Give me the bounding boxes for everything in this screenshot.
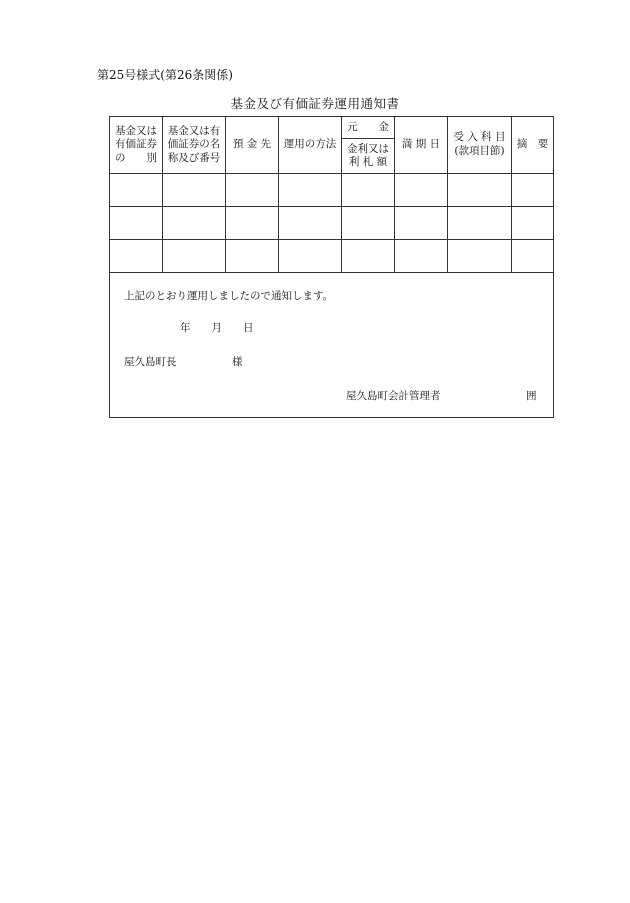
header-interest-line: 金利又は (347, 142, 389, 155)
header-maturity: 満 期 日 (395, 117, 448, 174)
sender: 屋久島町会計管理者 (346, 390, 441, 402)
table-cell (395, 240, 448, 273)
header-revenue-item-line: 受 入 科 目 (453, 131, 506, 144)
table-cell (342, 207, 395, 240)
header-name-number (163, 117, 226, 174)
table-cell (279, 240, 342, 273)
header-method: 運用の方法 (279, 117, 342, 174)
table-cell (110, 174, 163, 207)
notice-text: 上記のとおり運用しましたので通知します。 (124, 290, 334, 302)
table-cell (512, 240, 554, 273)
table-cell (226, 207, 279, 240)
document-title: 基金及び有価証券運用通知書 (230, 96, 400, 111)
header-name-number-line: 価証券の名 (167, 138, 221, 151)
table-cell (448, 174, 512, 207)
header-interest-line: 利 札 額 (348, 156, 388, 169)
table-row (110, 174, 554, 207)
header-principal-text: 元 金 (347, 120, 389, 133)
table-cell (163, 174, 226, 207)
table-cell (395, 207, 448, 240)
table-cell (512, 207, 554, 240)
header-revenue-item-line: (款項目節) (454, 145, 505, 157)
notification-table (109, 116, 554, 418)
table-cell (110, 207, 163, 240)
table-cell (226, 240, 279, 273)
header-name-number-line: 基金又は有 (167, 124, 221, 137)
addressee: 屋久島町長 (124, 356, 177, 368)
table-row (110, 240, 554, 273)
table-cell (342, 240, 395, 273)
table-cell (163, 207, 226, 240)
table-row (110, 207, 554, 240)
table-cell (110, 240, 163, 273)
header-principal (342, 117, 395, 139)
header-interest (342, 139, 395, 174)
addressee-suffix: 様 (232, 356, 243, 368)
header-fund-type-line: の 別 (115, 151, 157, 164)
header-fund-type-line: 基金又は (115, 124, 157, 137)
header-remarks: 摘 要 (512, 117, 554, 174)
notice-section (110, 273, 554, 418)
header-fund-type-line: 有価証券 (115, 138, 157, 151)
header-fund-type (110, 117, 163, 174)
header-deposit: 預 金 先 (226, 117, 279, 174)
table-cell (342, 174, 395, 207)
table-cell (163, 240, 226, 273)
table-cell (279, 174, 342, 207)
header-revenue-item (448, 117, 512, 174)
table-cell (395, 174, 448, 207)
table-cell (512, 174, 554, 207)
table-cell (448, 240, 512, 273)
form-number-label: 第25号様式(第26条関係) (97, 68, 233, 82)
table-cell (279, 207, 342, 240)
seal-mark: 囲 (526, 390, 537, 402)
table-cell (448, 207, 512, 240)
table-cell (226, 174, 279, 207)
header-name-number-line: 称及び番号 (167, 151, 221, 164)
notice-date: 年 月 日 (180, 322, 254, 334)
